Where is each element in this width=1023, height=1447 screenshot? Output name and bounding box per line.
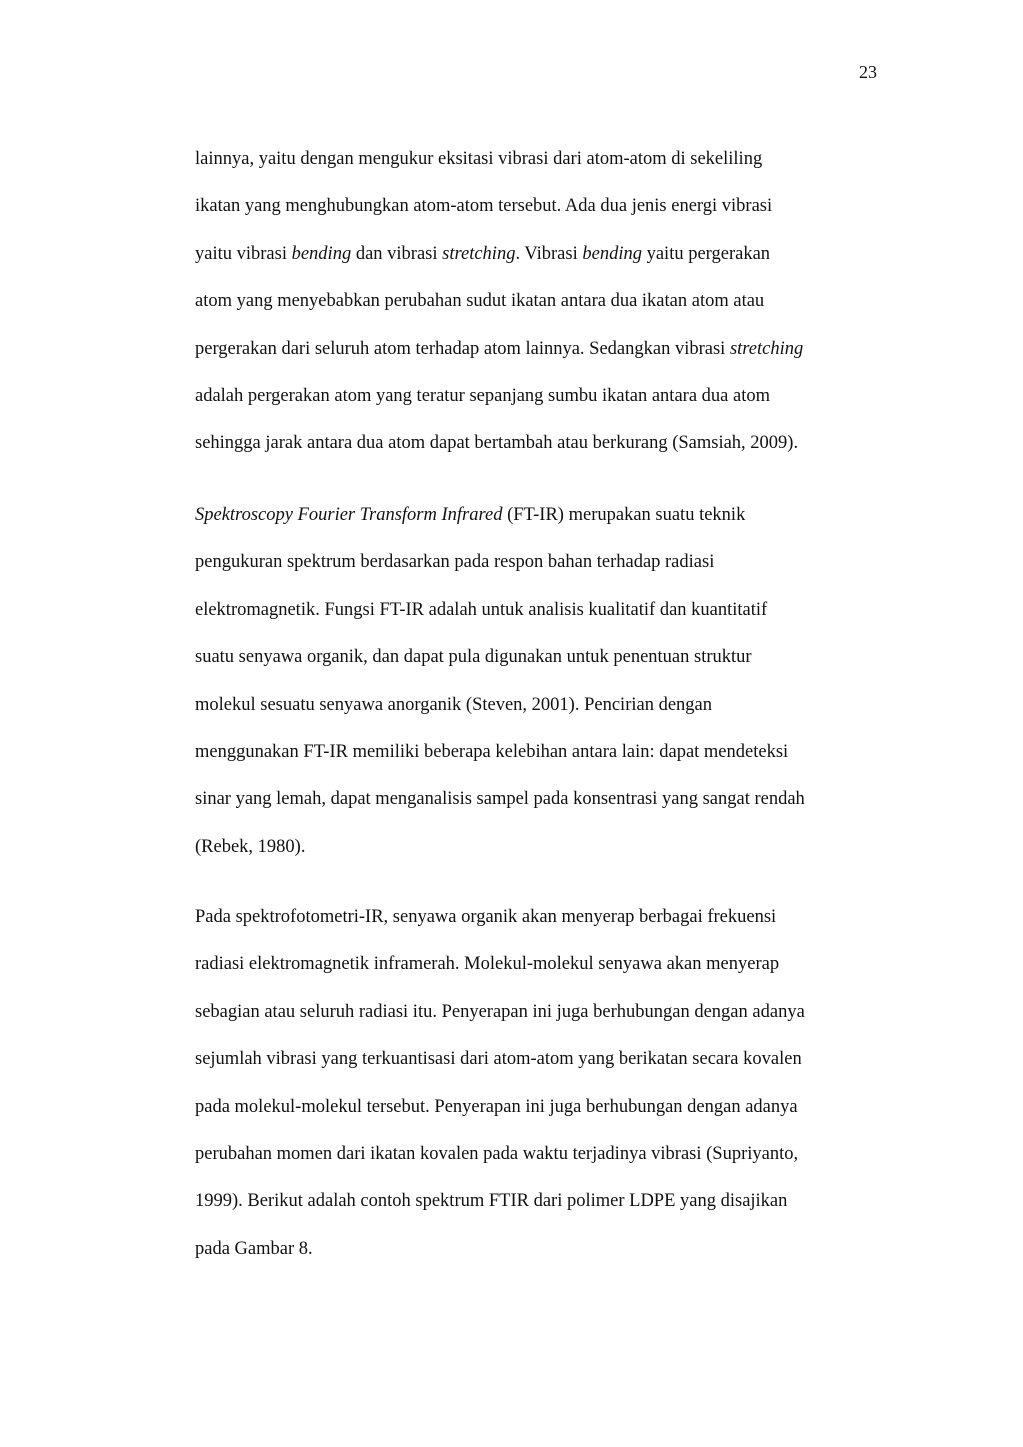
text-segment: atom yang menyebabkan perubahan sudut ikatan antara dua ikatan atom atau — [195, 291, 765, 312]
text-line — [195, 905, 885, 952]
text-line — [195, 147, 885, 194]
text-line — [195, 835, 885, 882]
text-line — [195, 503, 885, 550]
text-line — [195, 337, 885, 384]
italic-term: stretching — [729, 338, 804, 359]
text-line — [195, 645, 885, 692]
text-line — [195, 1000, 885, 1047]
paragraph-ftir-definition — [195, 503, 885, 882]
text-segment: dan vibrasi — [351, 243, 443, 264]
text-segment: pergerakan dari seluruh atom terhadap atom lainnya. Sedangkan vibrasi — [195, 338, 730, 359]
text-segment: pada molekul-molekul tersebut. Penyerapan ini juga berhubungan dengan adanya — [195, 1096, 798, 1117]
text-segment: suatu senyawa organik, dan dapat pula digunakan untuk penentuan struktur — [195, 647, 752, 668]
text-line — [195, 1237, 885, 1284]
italic-term: bending — [582, 243, 642, 264]
text-line — [195, 550, 885, 597]
page-number: 23 — [859, 62, 877, 82]
text-line — [195, 952, 885, 999]
text-segment: sehingga jarak antara dua atom dapat bertambah atau berkurang (Samsiah, 2009). — [195, 433, 799, 454]
text-segment: perubahan momen dari ikatan kovalen pada waktu terjadinya vibrasi (Supriyanto, — [195, 1143, 799, 1164]
text-segment: yaitu vibrasi — [195, 243, 292, 264]
text-segment: elektromagnetik. Fungsi FT-IR adalah untuk analisis kualitatif dan kuantitatif — [195, 599, 768, 620]
text-line — [195, 1142, 885, 1189]
text-line — [195, 1189, 885, 1236]
text-line — [195, 1095, 885, 1142]
text-line — [195, 289, 885, 336]
text-segment: molekul sesuatu senyawa anorganik (Steven, 2001). Pencirian dengan — [195, 694, 713, 715]
text-line — [195, 431, 885, 478]
text-segment: sinar yang lemah, dapat menganalisis sampel pada konsentrasi yang sangat rendah — [195, 789, 805, 810]
text-line — [195, 194, 885, 241]
italic-term: bending — [291, 243, 352, 264]
text-segment: sebagian atau seluruh radiasi itu. Penyerapan ini juga berhubungan dengan adanya — [195, 1001, 805, 1022]
text-segment: radiasi elektromagnetik inframerah. Molekul-molekul senyawa akan menyerap — [195, 954, 780, 975]
text-segment: sejumlah vibrasi yang terkuantisasi dari atom-atom yang berikatan secara kovalen — [195, 1049, 802, 1070]
text-segment: lainnya, yaitu dengan mengukur eksitasi vibrasi dari atom-atom di sekeliling — [195, 149, 763, 169]
text-line — [195, 1047, 885, 1094]
text-segment: yaitu pergerakan — [641, 243, 771, 264]
text-segment: (Rebek, 1980). — [195, 836, 306, 857]
text-segment: 1999). Berikut adalah contoh spektrum FTIR dari polimer LDPE yang disajikan — [195, 1191, 788, 1212]
text-segment: menggunakan FT-IR memiliki beberapa kelebihan antara lain: dapat mendeteksi — [195, 741, 789, 762]
text-line — [195, 693, 885, 740]
text-segment: ikatan yang menghubungkan atom-atom tersebut. Ada dua jenis energi vibrasi — [195, 196, 773, 217]
italic-term: stretching — [442, 243, 516, 264]
text-segment: (FT-IR) merupakan suatu teknik — [502, 505, 746, 525]
text-line — [195, 384, 885, 431]
text-segment: Pada spektrofotometri-IR, senyawa organik akan menyerap berbagai frekuensi — [195, 907, 777, 927]
text-segment: pada Gambar 8. — [195, 1238, 313, 1259]
paragraph-vibration-types — [195, 147, 885, 479]
text-line — [195, 787, 885, 834]
text-line — [195, 740, 885, 787]
paragraph-ir-absorption — [195, 905, 885, 1284]
text-segment: . Vibrasi — [515, 243, 583, 264]
text-line — [195, 242, 885, 289]
text-line — [195, 598, 885, 645]
italic-term: Spektroscopy Fourier Transform Infrared — [195, 505, 503, 525]
text-segment: pengukuran spektrum berdasarkan pada respon bahan terhadap radiasi — [195, 552, 715, 573]
text-segment: adalah pergerakan atom yang teratur sepanjang sumbu ikatan antara dua atom — [195, 385, 770, 406]
